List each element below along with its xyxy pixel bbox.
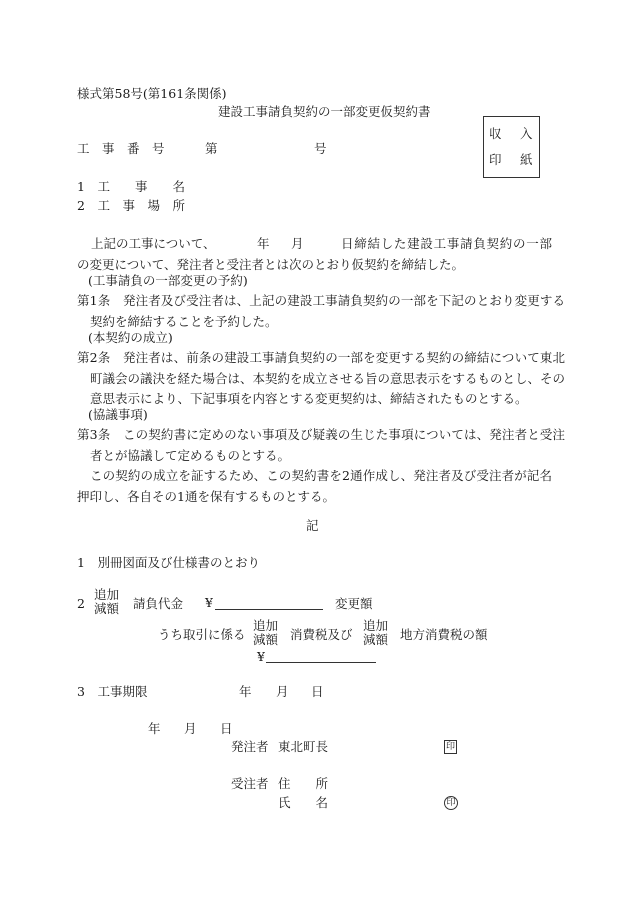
tsuika-text: 追加 — [253, 618, 279, 633]
contract-price-label: 請負代金 — [133, 596, 184, 611]
gengaku-text: 減額 — [363, 632, 389, 647]
deadline-year: 年 — [239, 684, 252, 699]
contract-month: 月 — [184, 721, 197, 736]
add-reduce-label — [94, 588, 119, 616]
construction-number-dai: 第 — [205, 141, 218, 156]
note-1: 1 別冊図面及び仕様書のとおり — [77, 555, 260, 570]
article-1: 第1条 発注者及び受注者は、上記の建設工事請負契約の一部を下記のとおり変更する契約を締結することを予約した。 — [77, 293, 565, 329]
orderer-name: 東北町長 — [278, 739, 329, 754]
article-2-heading: (本契約の成立) — [88, 330, 173, 345]
transaction-portion-label: うち取引に係る — [158, 627, 246, 642]
closing-text: この契約の成立を証するため、この契約書を2通作成し、発注者及び受注者が記名押印し、各自その1通を保有するものとする。 — [77, 468, 552, 504]
item-construction-site: 2 工 事 場 所 — [77, 198, 185, 213]
article-3-heading: (協議事項) — [88, 407, 148, 422]
contractor-name-label: 氏 名 — [278, 795, 329, 810]
contractor-label: 受注者 — [231, 776, 269, 791]
consumption-tax-label: 消費税及び — [290, 627, 353, 642]
add-reduce-label — [363, 619, 388, 647]
deadline-day: 日 — [311, 684, 324, 699]
tax-amount-underline — [266, 662, 376, 663]
intro-text-rest: 日締結した建設工事請負契約の一部の変更について、発注者と受注者とは次のとおり仮契約を締結した。 — [77, 236, 552, 272]
contractor-seal: 印 — [444, 796, 458, 810]
deadline-month: 月 — [276, 684, 289, 699]
tsuika-text: 追加 — [94, 587, 120, 602]
contract-year: 年 — [148, 721, 161, 736]
construction-number-gou: 号 — [314, 141, 327, 156]
gengaku-text: 減額 — [253, 632, 279, 647]
article-2: 第2条 発注者は、前条の建設工事請負契約の一部を変更する契約の締結について東北町議会の議決を経た場合は、本契約を成立させる旨の意思表示をするものとし、その意思表示により、下記事項を内容とする変更契約は、締結されたものとする。 — [77, 350, 566, 406]
change-amount-label: 変更額 — [335, 596, 373, 611]
intro-year: 年 — [257, 236, 270, 251]
stamp-char: 印 — [489, 152, 502, 167]
orderer-label: 発注者 — [231, 739, 269, 754]
stamp-char: 入 — [520, 126, 533, 141]
add-reduce-label — [253, 619, 278, 647]
form-label: 様式第58号(第161条関係) — [77, 86, 227, 101]
revenue-stamp-box — [483, 116, 540, 178]
stamp-char: 紙 — [520, 152, 533, 167]
document-title: 建設工事請負契約の一部変更仮契約書 — [218, 104, 431, 119]
construction-number-label: 工 事 番 号 — [77, 141, 165, 156]
ki-heading: 記 — [306, 518, 319, 533]
orderer-seal: 印 — [445, 742, 455, 752]
stamp-char: 収 — [489, 126, 502, 141]
amount-underline — [215, 609, 323, 610]
construction-deadline-label: 3 工事期限 — [77, 684, 148, 699]
intro-text-start: 上記の工事について、 — [91, 236, 216, 251]
note-2-number: 2 — [77, 596, 85, 611]
yen-symbol-2: ¥ — [257, 649, 265, 664]
article-3: 第3条 この契約書に定めのない事項及び疑義の生じた事項については、発注者と受注者とが協議して定めるものとする。 — [77, 427, 565, 463]
contract-day: 日 — [220, 721, 233, 736]
article-1-heading: (工事請負の一部変更の予約) — [88, 273, 248, 288]
tsuika-text: 追加 — [363, 618, 389, 633]
item-construction-name: 1 工 事 名 — [77, 179, 185, 194]
gengaku-text: 減額 — [94, 601, 120, 616]
intro-month: 月 — [291, 236, 304, 251]
contractor-address-label: 住 所 — [278, 776, 329, 791]
local-tax-label: 地方消費税の額 — [400, 627, 488, 642]
yen-symbol: ¥ — [205, 595, 213, 610]
